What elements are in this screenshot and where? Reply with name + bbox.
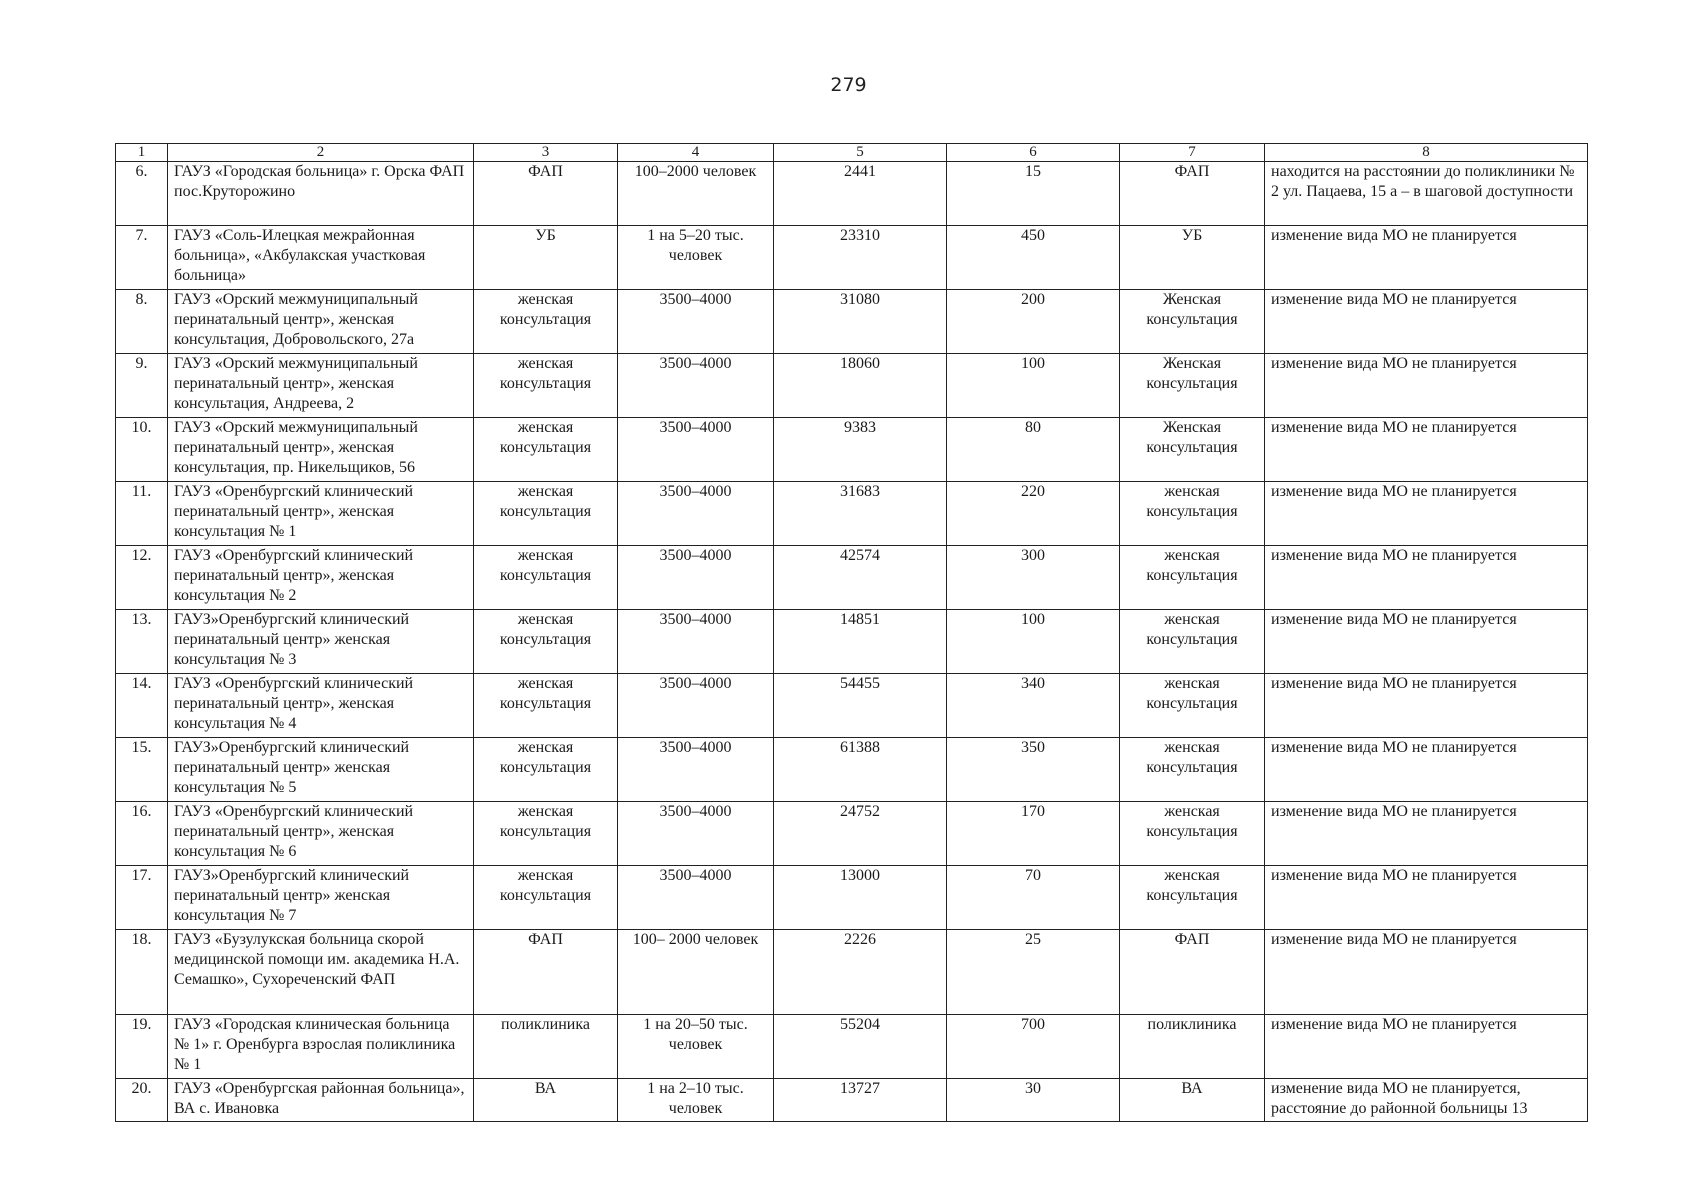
facility-type-cell: женская консультация (474, 674, 618, 738)
population-cell: 13727 (774, 1079, 947, 1122)
new-type-cell: поликлиника (1120, 1015, 1265, 1079)
norm-cell: 1 на 2–10 тыс. человек (618, 1079, 774, 1122)
column-header: 3 (474, 144, 618, 162)
page-number: 279 (830, 74, 867, 96)
note-cell: изменение вида МО не планируется (1265, 354, 1588, 418)
column-header: 6 (947, 144, 1120, 162)
capacity-cell: 170 (947, 802, 1120, 866)
table-row (116, 162, 1588, 226)
organization-cell: ГАУЗ»Оренбургский клинический перинатальный центр» женская консультация № 5 (168, 738, 474, 802)
norm-cell: 100– 2000 человек (618, 930, 774, 1015)
table-row (116, 866, 1588, 930)
population-cell: 14851 (774, 610, 947, 674)
table-row (116, 290, 1588, 354)
new-type-cell: ФАП (1120, 162, 1265, 226)
column-header: 8 (1265, 144, 1588, 162)
row-number: 10. (116, 418, 168, 482)
facilities-table (115, 143, 1588, 1122)
note-cell: изменение вида МО не планируется (1265, 674, 1588, 738)
population-cell: 31080 (774, 290, 947, 354)
header-row (116, 144, 1588, 162)
capacity-cell: 100 (947, 610, 1120, 674)
population-cell: 24752 (774, 802, 947, 866)
facility-type-cell: женская консультация (474, 866, 618, 930)
organization-cell: ГАУЗ «Оренбургский клинический перинатальный центр», женская консультация № 2 (168, 546, 474, 610)
table-row (116, 354, 1588, 418)
new-type-cell: Женская консультация (1120, 290, 1265, 354)
row-number: 7. (116, 226, 168, 290)
organization-cell: ГАУЗ «Соль-Илецкая межрайонная больница», «Акбулакская участковая больница» (168, 226, 474, 290)
row-number: 19. (116, 1015, 168, 1079)
population-cell: 2226 (774, 930, 947, 1015)
organization-cell: ГАУЗ «Оренбургский клинический перинатальный центр», женская консультация № 4 (168, 674, 474, 738)
new-type-cell: женская консультация (1120, 610, 1265, 674)
norm-cell: 1 на 5–20 тыс. человек (618, 226, 774, 290)
capacity-cell: 70 (947, 866, 1120, 930)
row-number: 20. (116, 1079, 168, 1122)
new-type-cell: женская консультация (1120, 546, 1265, 610)
row-number: 15. (116, 738, 168, 802)
row-number: 9. (116, 354, 168, 418)
norm-cell: 3500–4000 (618, 802, 774, 866)
table-row (116, 802, 1588, 866)
facility-type-cell: женская консультация (474, 738, 618, 802)
norm-cell: 1 на 20–50 тыс. человек (618, 1015, 774, 1079)
facility-type-cell: женская консультация (474, 546, 618, 610)
row-number: 6. (116, 162, 168, 226)
note-cell: изменение вида МО не планируется, расстояние до районной больницы 13 (1265, 1079, 1588, 1122)
capacity-cell: 100 (947, 354, 1120, 418)
capacity-cell: 200 (947, 290, 1120, 354)
note-cell: изменение вида МО не планируется (1265, 226, 1588, 290)
population-cell: 9383 (774, 418, 947, 482)
row-number: 14. (116, 674, 168, 738)
norm-cell: 3500–4000 (618, 482, 774, 546)
row-number: 13. (116, 610, 168, 674)
note-cell: изменение вида МО не планируется (1265, 610, 1588, 674)
row-number: 12. (116, 546, 168, 610)
organization-cell: ГАУЗ «Орский межмуниципальный перинатальный центр», женская консультация, Добровольского, 27а (168, 290, 474, 354)
population-cell: 13000 (774, 866, 947, 930)
capacity-cell: 300 (947, 546, 1120, 610)
table-row (116, 738, 1588, 802)
new-type-cell: Женская консультация (1120, 354, 1265, 418)
new-type-cell: женская консультация (1120, 482, 1265, 546)
note-cell: изменение вида МО не планируется (1265, 866, 1588, 930)
capacity-cell: 15 (947, 162, 1120, 226)
note-cell: изменение вида МО не планируется (1265, 738, 1588, 802)
facility-type-cell: УБ (474, 226, 618, 290)
facility-type-cell: женская консультация (474, 610, 618, 674)
new-type-cell: женская консультация (1120, 866, 1265, 930)
organization-cell: ГАУЗ»Оренбургский клинический перинатальный центр» женская консультация № 7 (168, 866, 474, 930)
new-type-cell: Женская консультация (1120, 418, 1265, 482)
column-header: 1 (116, 144, 168, 162)
organization-cell: ГАУЗ «Орский межмуниципальный перинатальный центр», женская консультация, пр. Никельщиков, 56 (168, 418, 474, 482)
new-type-cell: ФАП (1120, 930, 1265, 1015)
table-row (116, 418, 1588, 482)
table-row (116, 226, 1588, 290)
note-cell: изменение вида МО не планируется (1265, 290, 1588, 354)
norm-cell: 3500–4000 (618, 354, 774, 418)
norm-cell: 3500–4000 (618, 418, 774, 482)
table-row (116, 1015, 1588, 1079)
capacity-cell: 350 (947, 738, 1120, 802)
facility-type-cell: ВА (474, 1079, 618, 1122)
note-cell: находится на расстоянии до поликлиники № 2 ул. Пацаева, 15 а – в шаговой доступности (1265, 162, 1588, 226)
capacity-cell: 220 (947, 482, 1120, 546)
norm-cell: 100–2000 человек (618, 162, 774, 226)
row-number: 8. (116, 290, 168, 354)
column-header: 4 (618, 144, 774, 162)
note-cell: изменение вида МО не планируется (1265, 418, 1588, 482)
organization-cell: ГАУЗ «Оренбургская районная больница», ВА с. Ивановка (168, 1079, 474, 1122)
table-row (116, 482, 1588, 546)
organization-cell: ГАУЗ «Городская больница» г. Орска ФАП пос.Круторожино (168, 162, 474, 226)
note-cell: изменение вида МО не планируется (1265, 482, 1588, 546)
row-number: 18. (116, 930, 168, 1015)
facility-type-cell: ФАП (474, 162, 618, 226)
population-cell: 54455 (774, 674, 947, 738)
row-number: 11. (116, 482, 168, 546)
organization-cell: ГАУЗ «Орский межмуниципальный перинатальный центр», женская консультация, Андреева, 2 (168, 354, 474, 418)
new-type-cell: женская консультация (1120, 802, 1265, 866)
population-cell: 18060 (774, 354, 947, 418)
note-cell: изменение вида МО не планируется (1265, 1015, 1588, 1079)
table-row (116, 674, 1588, 738)
row-number: 16. (116, 802, 168, 866)
table-row (116, 546, 1588, 610)
table-row (116, 1079, 1588, 1122)
organization-cell: ГАУЗ «Оренбургский клинический перинатальный центр», женская консультация № 6 (168, 802, 474, 866)
capacity-cell: 80 (947, 418, 1120, 482)
new-type-cell: УБ (1120, 226, 1265, 290)
note-cell: изменение вида МО не планируется (1265, 546, 1588, 610)
facility-type-cell: женская консультация (474, 354, 618, 418)
note-cell: изменение вида МО не планируется (1265, 802, 1588, 866)
facility-type-cell: женская консультация (474, 418, 618, 482)
norm-cell: 3500–4000 (618, 674, 774, 738)
norm-cell: 3500–4000 (618, 290, 774, 354)
norm-cell: 3500–4000 (618, 546, 774, 610)
facility-type-cell: ФАП (474, 930, 618, 1015)
organization-cell: ГАУЗ «Оренбургский клинический перинатальный центр», женская консультация № 1 (168, 482, 474, 546)
table-row (116, 930, 1588, 1015)
population-cell: 42574 (774, 546, 947, 610)
population-cell: 31683 (774, 482, 947, 546)
organization-cell: ГАУЗ «Городская клиническая больница № 1» г. Оренбурга взрослая поликлиника № 1 (168, 1015, 474, 1079)
capacity-cell: 450 (947, 226, 1120, 290)
facility-type-cell: женская консультация (474, 482, 618, 546)
capacity-cell: 340 (947, 674, 1120, 738)
row-number: 17. (116, 866, 168, 930)
facility-type-cell: женская консультация (474, 290, 618, 354)
capacity-cell: 700 (947, 1015, 1120, 1079)
norm-cell: 3500–4000 (618, 866, 774, 930)
population-cell: 55204 (774, 1015, 947, 1079)
table-row (116, 610, 1588, 674)
capacity-cell: 30 (947, 1079, 1120, 1122)
column-header: 5 (774, 144, 947, 162)
capacity-cell: 25 (947, 930, 1120, 1015)
population-cell: 23310 (774, 226, 947, 290)
norm-cell: 3500–4000 (618, 738, 774, 802)
column-header: 7 (1120, 144, 1265, 162)
new-type-cell: женская консультация (1120, 738, 1265, 802)
new-type-cell: ВА (1120, 1079, 1265, 1122)
norm-cell: 3500–4000 (618, 610, 774, 674)
organization-cell: ГАУЗ «Бузулукская больница скорой медицинской помощи им. академика Н.А. Семашко», Сухореченский ФАП (168, 930, 474, 1015)
population-cell: 2441 (774, 162, 947, 226)
note-cell: изменение вида МО не планируется (1265, 930, 1588, 1015)
facility-type-cell: поликлиника (474, 1015, 618, 1079)
organization-cell: ГАУЗ»Оренбургский клинический перинатальный центр» женская консультация № 3 (168, 610, 474, 674)
new-type-cell: женская консультация (1120, 674, 1265, 738)
facility-type-cell: женская консультация (474, 802, 618, 866)
column-header: 2 (168, 144, 474, 162)
population-cell: 61388 (774, 738, 947, 802)
